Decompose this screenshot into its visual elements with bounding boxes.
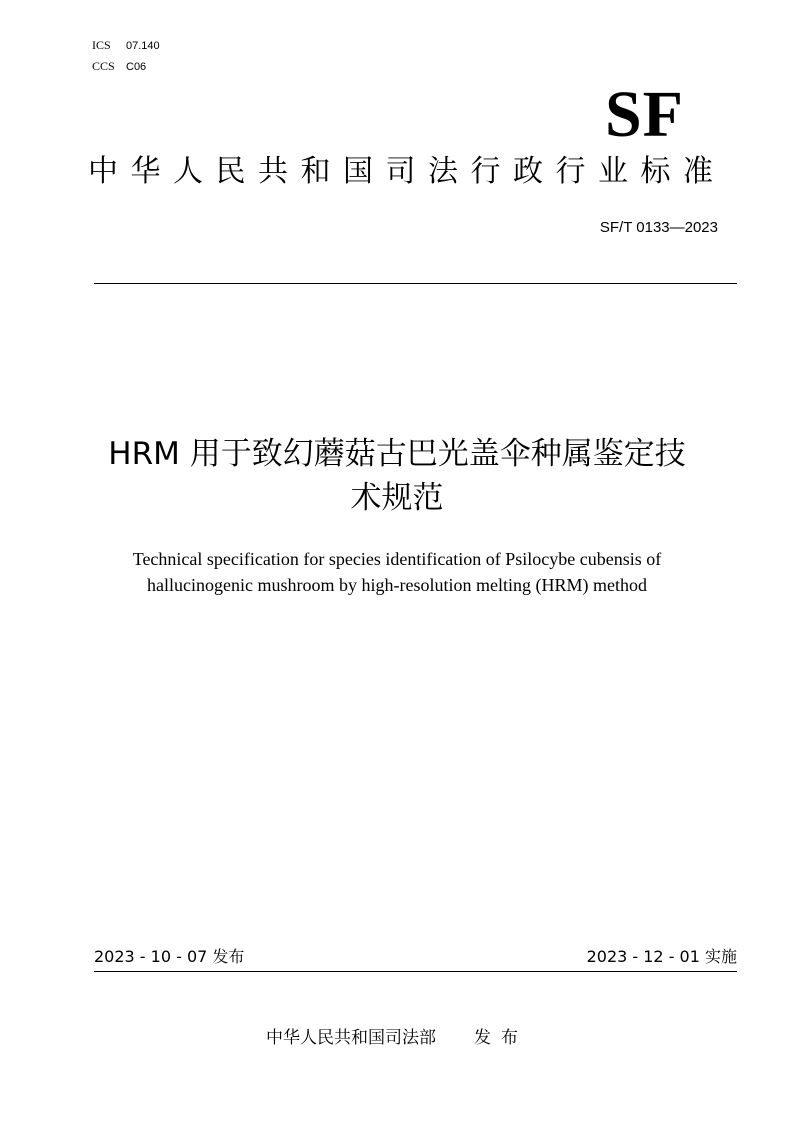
issuer-name: 中华人民共和国司法部 xyxy=(266,1028,436,1048)
title-cn-line-1: HRM 用于致幻蘑菇古巴光盖伞种属鉴定技 xyxy=(108,436,686,472)
ics-value: 07.140 xyxy=(126,40,160,52)
sf-logo: SF xyxy=(604,78,684,151)
title-en-line-1: Technical specification for species identification of Psilocybe cubensis of xyxy=(132,549,662,569)
issuer-action: 发布 xyxy=(474,1028,528,1048)
org-title: 中华人民共和国司法行政行业标准 xyxy=(88,154,726,189)
standard-code: SF/T 0133—2023 xyxy=(599,219,718,236)
title-en-line-2: hallucinogenic mushroom by high-resolution melting (HRM) method xyxy=(147,575,647,595)
footer-divider xyxy=(94,971,737,972)
title-cn-line-2: 术规范 xyxy=(350,480,444,516)
ics-code xyxy=(92,38,160,53)
ccs-label: CCS xyxy=(92,59,115,73)
ics-label: ICS xyxy=(92,38,111,52)
header-divider xyxy=(94,283,737,284)
document-title-en xyxy=(80,546,714,598)
issuer xyxy=(0,1026,794,1050)
issue-date: 2023 - 10 - 07 发布 xyxy=(94,947,245,966)
ccs-code xyxy=(92,59,146,74)
document-title-cn xyxy=(60,432,734,520)
implementation-date: 2023 - 12 - 01 实施 xyxy=(586,947,737,966)
ccs-value: C06 xyxy=(126,61,147,73)
